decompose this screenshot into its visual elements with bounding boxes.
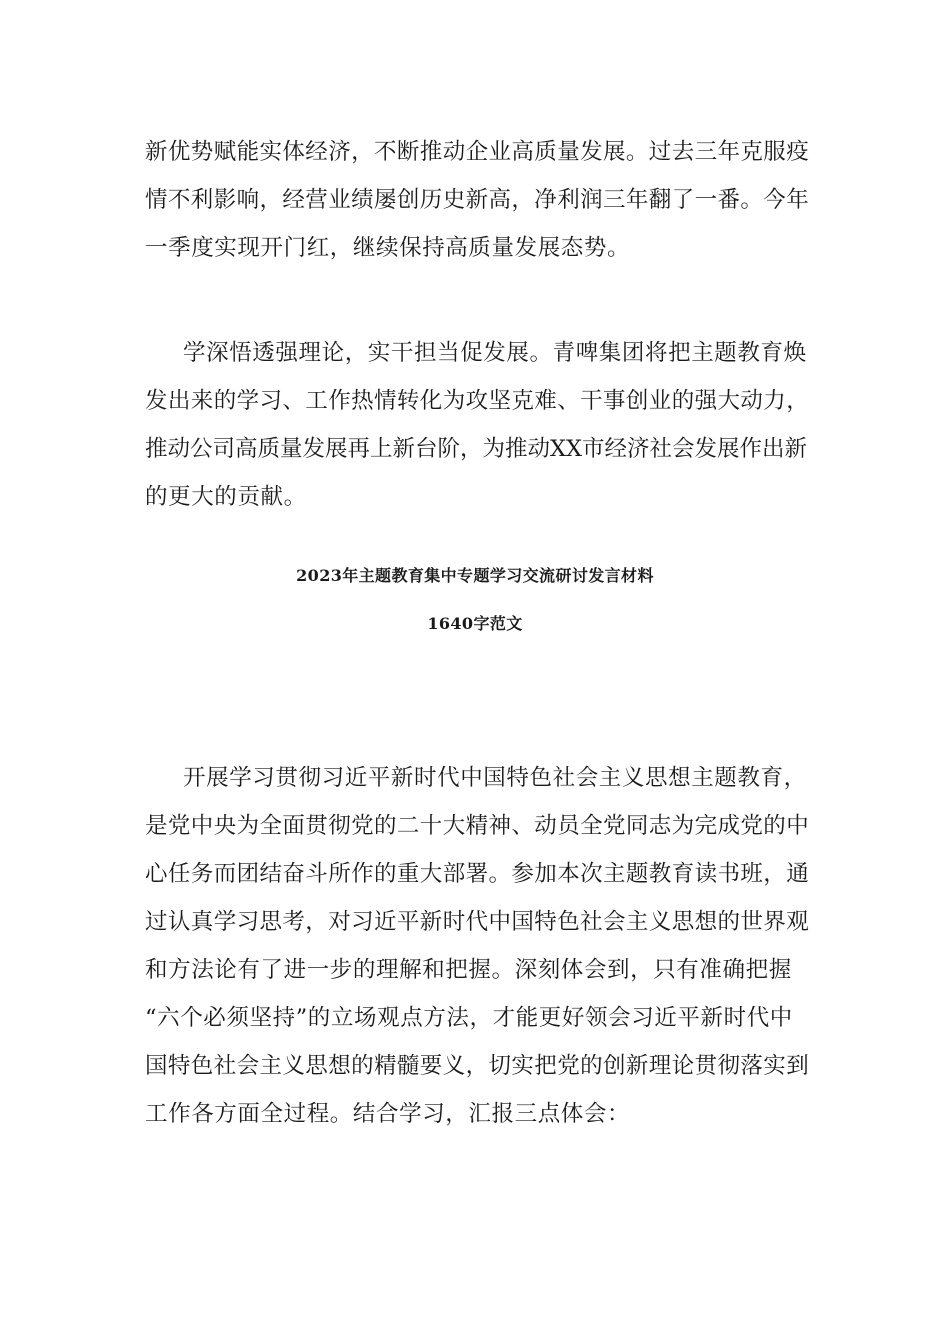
title-line-2: 1640字范文 bbox=[427, 614, 523, 633]
paragraph-1-line: 新优势赋能实体经济，不断推动企业高质量发展。过去三年克服疫 bbox=[145, 139, 810, 165]
paragraph-3-line: 工作各方面全过程。结合学习，汇报三点体会： bbox=[145, 1101, 631, 1127]
paragraph-3-line: 国特色社会主义思想的精髓要义，切实把党的创新理论贯彻落实到 bbox=[145, 1053, 810, 1079]
paragraph-2-line: 发出来的学习、工作热情转化为攻坚克难、干事创业的强大动力， bbox=[145, 388, 810, 414]
paragraph-2-line: 学深悟透强理论，实干担当促发展。青啤集团将把主题教育焕 bbox=[183, 340, 807, 366]
paragraph-3-line: 开展学习贯彻习近平新时代中国特色社会主义思想主题教育， bbox=[183, 765, 807, 791]
paragraph-1-line: 一季度实现开门红，继续保持高质量发展态势。 bbox=[145, 235, 631, 261]
paragraph-2-line: 的更大的贡献。 bbox=[145, 484, 307, 510]
paragraph-2-line: 推动公司高质量发展再上新台阶，为推动XX市经济社会发展作出新 bbox=[145, 436, 808, 462]
paragraph-1-line: 情不利影响，经营业绩屡创历史新高，净利润三年翻了一番。今年 bbox=[145, 187, 810, 213]
paragraph-3-line: 是党中央为全面贯彻党的二十大精神、动员全党同志为完成党的中 bbox=[145, 813, 810, 839]
paragraph-3-line: 和方法论有了进一步的理解和把握。深刻体会到，只有准确把握 bbox=[145, 957, 792, 983]
title-line-1: 2023年主题教育集中专题学习交流研讨发言材料 bbox=[296, 566, 654, 585]
paragraph-3-line: 心任务而团结奋斗所作的重大部署。参加本次主题教育读书班，通 bbox=[145, 861, 810, 887]
paragraph-3-line: “六个必须坚持”的立场观点方法，才能更好领会习近平新时代中 bbox=[145, 1005, 793, 1031]
paragraph-3-line: 过认真学习思考，对习近平新时代中国特色社会主义思想的世界观 bbox=[145, 909, 810, 935]
